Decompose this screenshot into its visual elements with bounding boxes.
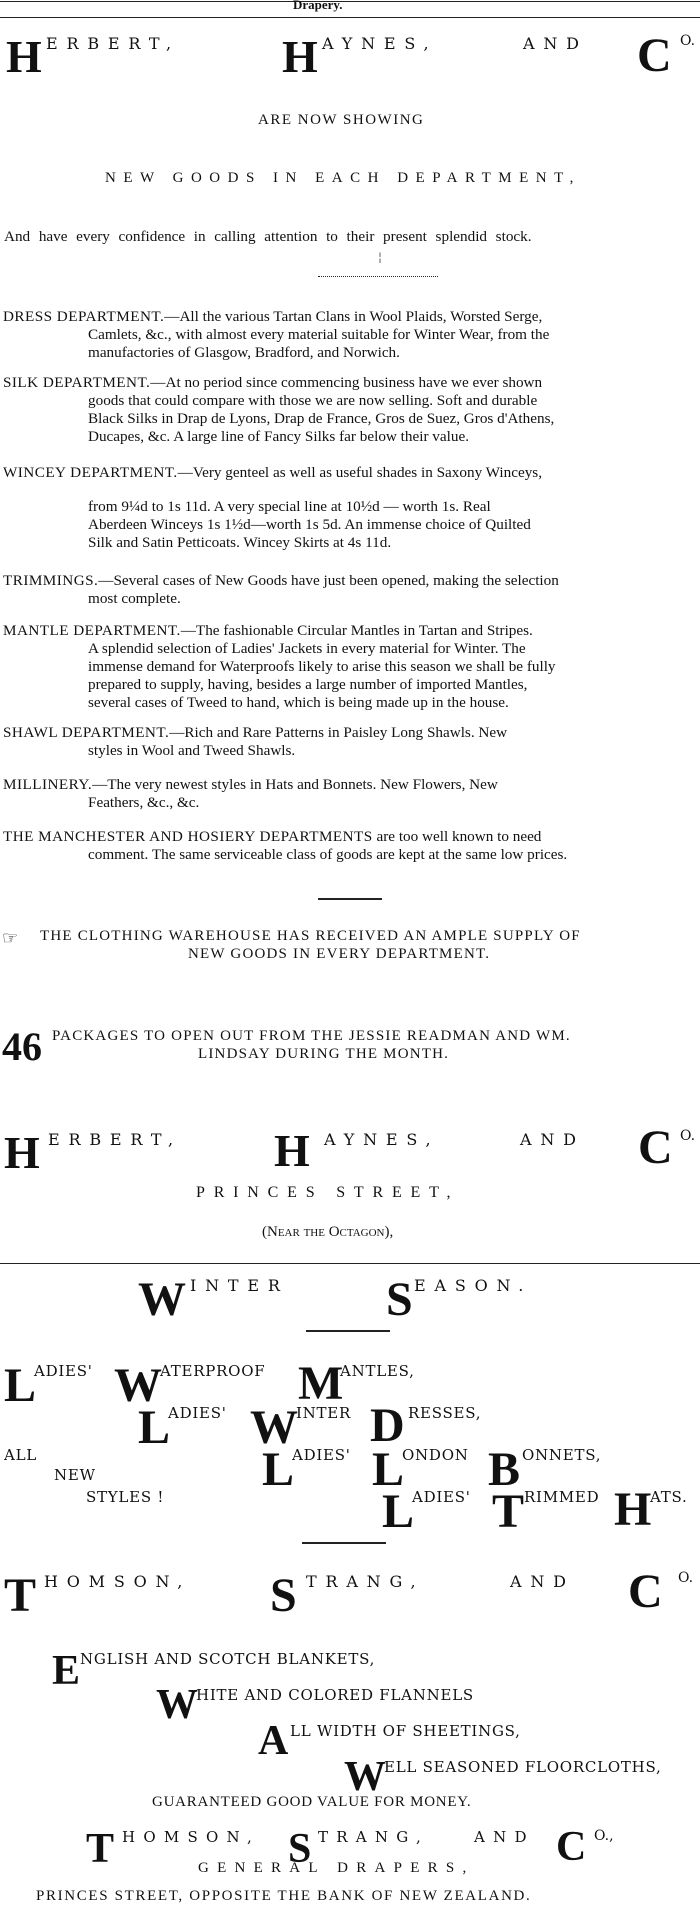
signature-herbert: ERBERT, bbox=[48, 1130, 182, 1149]
signature-haynes: AYNES, bbox=[324, 1130, 440, 1149]
title-co: O. bbox=[680, 33, 696, 49]
dept-mantle: MANTLE DEPARTMENT.—The fashionable Circular Mantles in Tartan and Stripes. A splendid selection of Ladies' Jackets in every material for Winter. The immense demand for Waterproofs likely to arise this season we shall be fully prepared to supply, having, besides a large number of imported Mantles, several cases of Tweed to hand, which is being made up in the house. bbox=[3, 622, 556, 711]
initial-t: T bbox=[86, 1826, 115, 1872]
divider bbox=[306, 1330, 390, 1332]
confidence-line: And have every confidence in calling attention to their present splendid stock. bbox=[4, 228, 532, 245]
clothing-line-2: NEW GOODS IN EVERY DEPARTMENT. bbox=[188, 946, 491, 962]
initial-c: C bbox=[556, 1824, 587, 1870]
initial-s: S bbox=[288, 1826, 312, 1872]
initial-c: C bbox=[628, 1565, 663, 1618]
signature-and: AND bbox=[520, 1130, 585, 1149]
dept-lead: MILLINERY. bbox=[3, 776, 93, 793]
dept-lead: THE MANCHESTER AND HOSIERY DEPARTMENTS bbox=[3, 828, 373, 845]
dept-silk: SILK DEPARTMENT.—At no period since commencing business have we ever shown goods that could compare with those we are now selling. Soft and durable Black Silks in Drap de Lyons, Drap de France, Gros de Suez, Gros d'Athens, Ducapes, &c. A large line of Fancy Silks far below their value. bbox=[3, 374, 555, 445]
packages-line-2: LINDSAY DURING THE MONTH. bbox=[198, 1046, 450, 1062]
title-thomson: HOMSON, bbox=[44, 1572, 192, 1591]
title-and: AND bbox=[510, 1572, 575, 1591]
near-octagon: (Near the Octagon), bbox=[262, 1224, 394, 1240]
new-goods-heading: NEW GOODS IN EACH DEPARTMENT, bbox=[105, 170, 581, 186]
packages-number: 46 bbox=[2, 1024, 42, 1069]
general-drapers: GENERAL DRAPERS, bbox=[198, 1860, 475, 1876]
dept-millinery: MILLINERY.—The very newest styles in Hats and Bonnets. New Flowers, New Feathers, &c., &c. bbox=[3, 776, 498, 811]
initial-t: T bbox=[4, 1569, 37, 1622]
address-line: PRINCES STREET, OPPOSITE THE BANK OF NEW ZEALAND. bbox=[36, 1888, 532, 1904]
ornament-mark: ¦ bbox=[378, 250, 383, 264]
top-border bbox=[0, 1, 700, 2]
new-label: NEW bbox=[54, 1466, 96, 1484]
initial-c: C bbox=[638, 1121, 673, 1174]
section-title: Drapery. bbox=[293, 0, 343, 12]
initial-s: S bbox=[386, 1273, 413, 1326]
initial-h: H bbox=[6, 31, 42, 82]
initial-h: H bbox=[274, 1125, 310, 1176]
clothing-line-1: THE CLOTHING WAREHOUSE HAS RECEIVED AN AMPLE SUPPLY OF bbox=[40, 928, 581, 944]
dept-lead: WINCEY DEPARTMENT. bbox=[3, 464, 178, 481]
title-and: AND bbox=[523, 34, 588, 53]
all-label: ALL bbox=[4, 1446, 38, 1464]
dept-trimmings: TRIMMINGS.—Several cases of New Goods have just been opened, making the selection most complete. bbox=[3, 572, 559, 607]
dept-shawl: SHAWL DEPARTMENT.—Rich and Rare Patterns in Paisley Long Shawls. New styles in Wool and Tweed Shawls. bbox=[3, 724, 508, 759]
initial-h: H bbox=[282, 31, 318, 82]
initial-h: H bbox=[4, 1127, 40, 1178]
initial-s: S bbox=[270, 1569, 297, 1622]
divider bbox=[318, 898, 382, 900]
title-co: O. bbox=[678, 1570, 694, 1586]
packages-line-1: PACKAGES TO OPEN OUT FROM THE JESSIE READMAN AND WM. bbox=[52, 1028, 571, 1044]
title-inter: INTER bbox=[190, 1276, 289, 1295]
signature-and: AND bbox=[474, 1828, 535, 1846]
dept-lead: MANTLE DEPARTMENT. bbox=[3, 622, 181, 639]
dept-wincey: WINCEY DEPARTMENT.—Very genteel as well as useful shades in Saxony Winceys, from 9¼d to 1s 11d. A very special line at 10½d — worth 1s. Real Aberdeen Winceys 1s 1½d—worth 1s 5d. An immense choice of Quilted Silk and Satin Petticoats. Wincey Skirts at 4s 11d. bbox=[3, 464, 543, 551]
dept-lead: DRESS DEPARTMENT. bbox=[3, 308, 165, 325]
ornament-rule bbox=[318, 276, 438, 277]
signature-co: O. bbox=[680, 1128, 696, 1144]
dept-lead: SHAWL DEPARTMENT. bbox=[3, 724, 170, 741]
styles-label: STYLES ! bbox=[86, 1488, 165, 1506]
dept-lead: SILK DEPARTMENT. bbox=[3, 374, 151, 391]
title-haynes: AYNES, bbox=[322, 34, 438, 53]
pointing-hand-icon: ☞ bbox=[2, 928, 19, 949]
now-showing: ARE NOW SHOWING bbox=[258, 112, 425, 128]
dept-dress: DRESS DEPARTMENT.—All the various Tartan Clans in Wool Plaids, Worsted Serge, Camlets, &c., with almost every material suitable for Winter Wear, from the manufactories of Glasgow, Bradford, and Norwich. bbox=[3, 308, 550, 361]
princes-street: PRINCES STREET, bbox=[196, 1184, 460, 1201]
ad-separator bbox=[0, 1263, 700, 1264]
guaranteed-line: GUARANTEED GOOD VALUE FOR MONEY. bbox=[152, 1794, 472, 1810]
initial-w: W bbox=[138, 1273, 186, 1326]
signature-thomson: HOMSON, bbox=[122, 1828, 260, 1846]
title-eason: EASON. bbox=[414, 1276, 533, 1295]
dept-manchester: THE MANCHESTER AND HOSIERY DEPARTMENTS are too well known to need comment. The same serviceable class of goods are kept at the same low prices. bbox=[3, 828, 568, 863]
divider bbox=[302, 1542, 386, 1544]
title-herbert: ERBERT, bbox=[46, 34, 180, 53]
header-rule bbox=[0, 17, 700, 18]
initial-c: C bbox=[637, 29, 672, 82]
signature-co: O., bbox=[594, 1828, 614, 1844]
title-strang: TRANG, bbox=[306, 1572, 425, 1591]
signature-strang: TRANG, bbox=[318, 1828, 429, 1846]
dept-lead: TRIMMINGS. bbox=[3, 572, 99, 589]
